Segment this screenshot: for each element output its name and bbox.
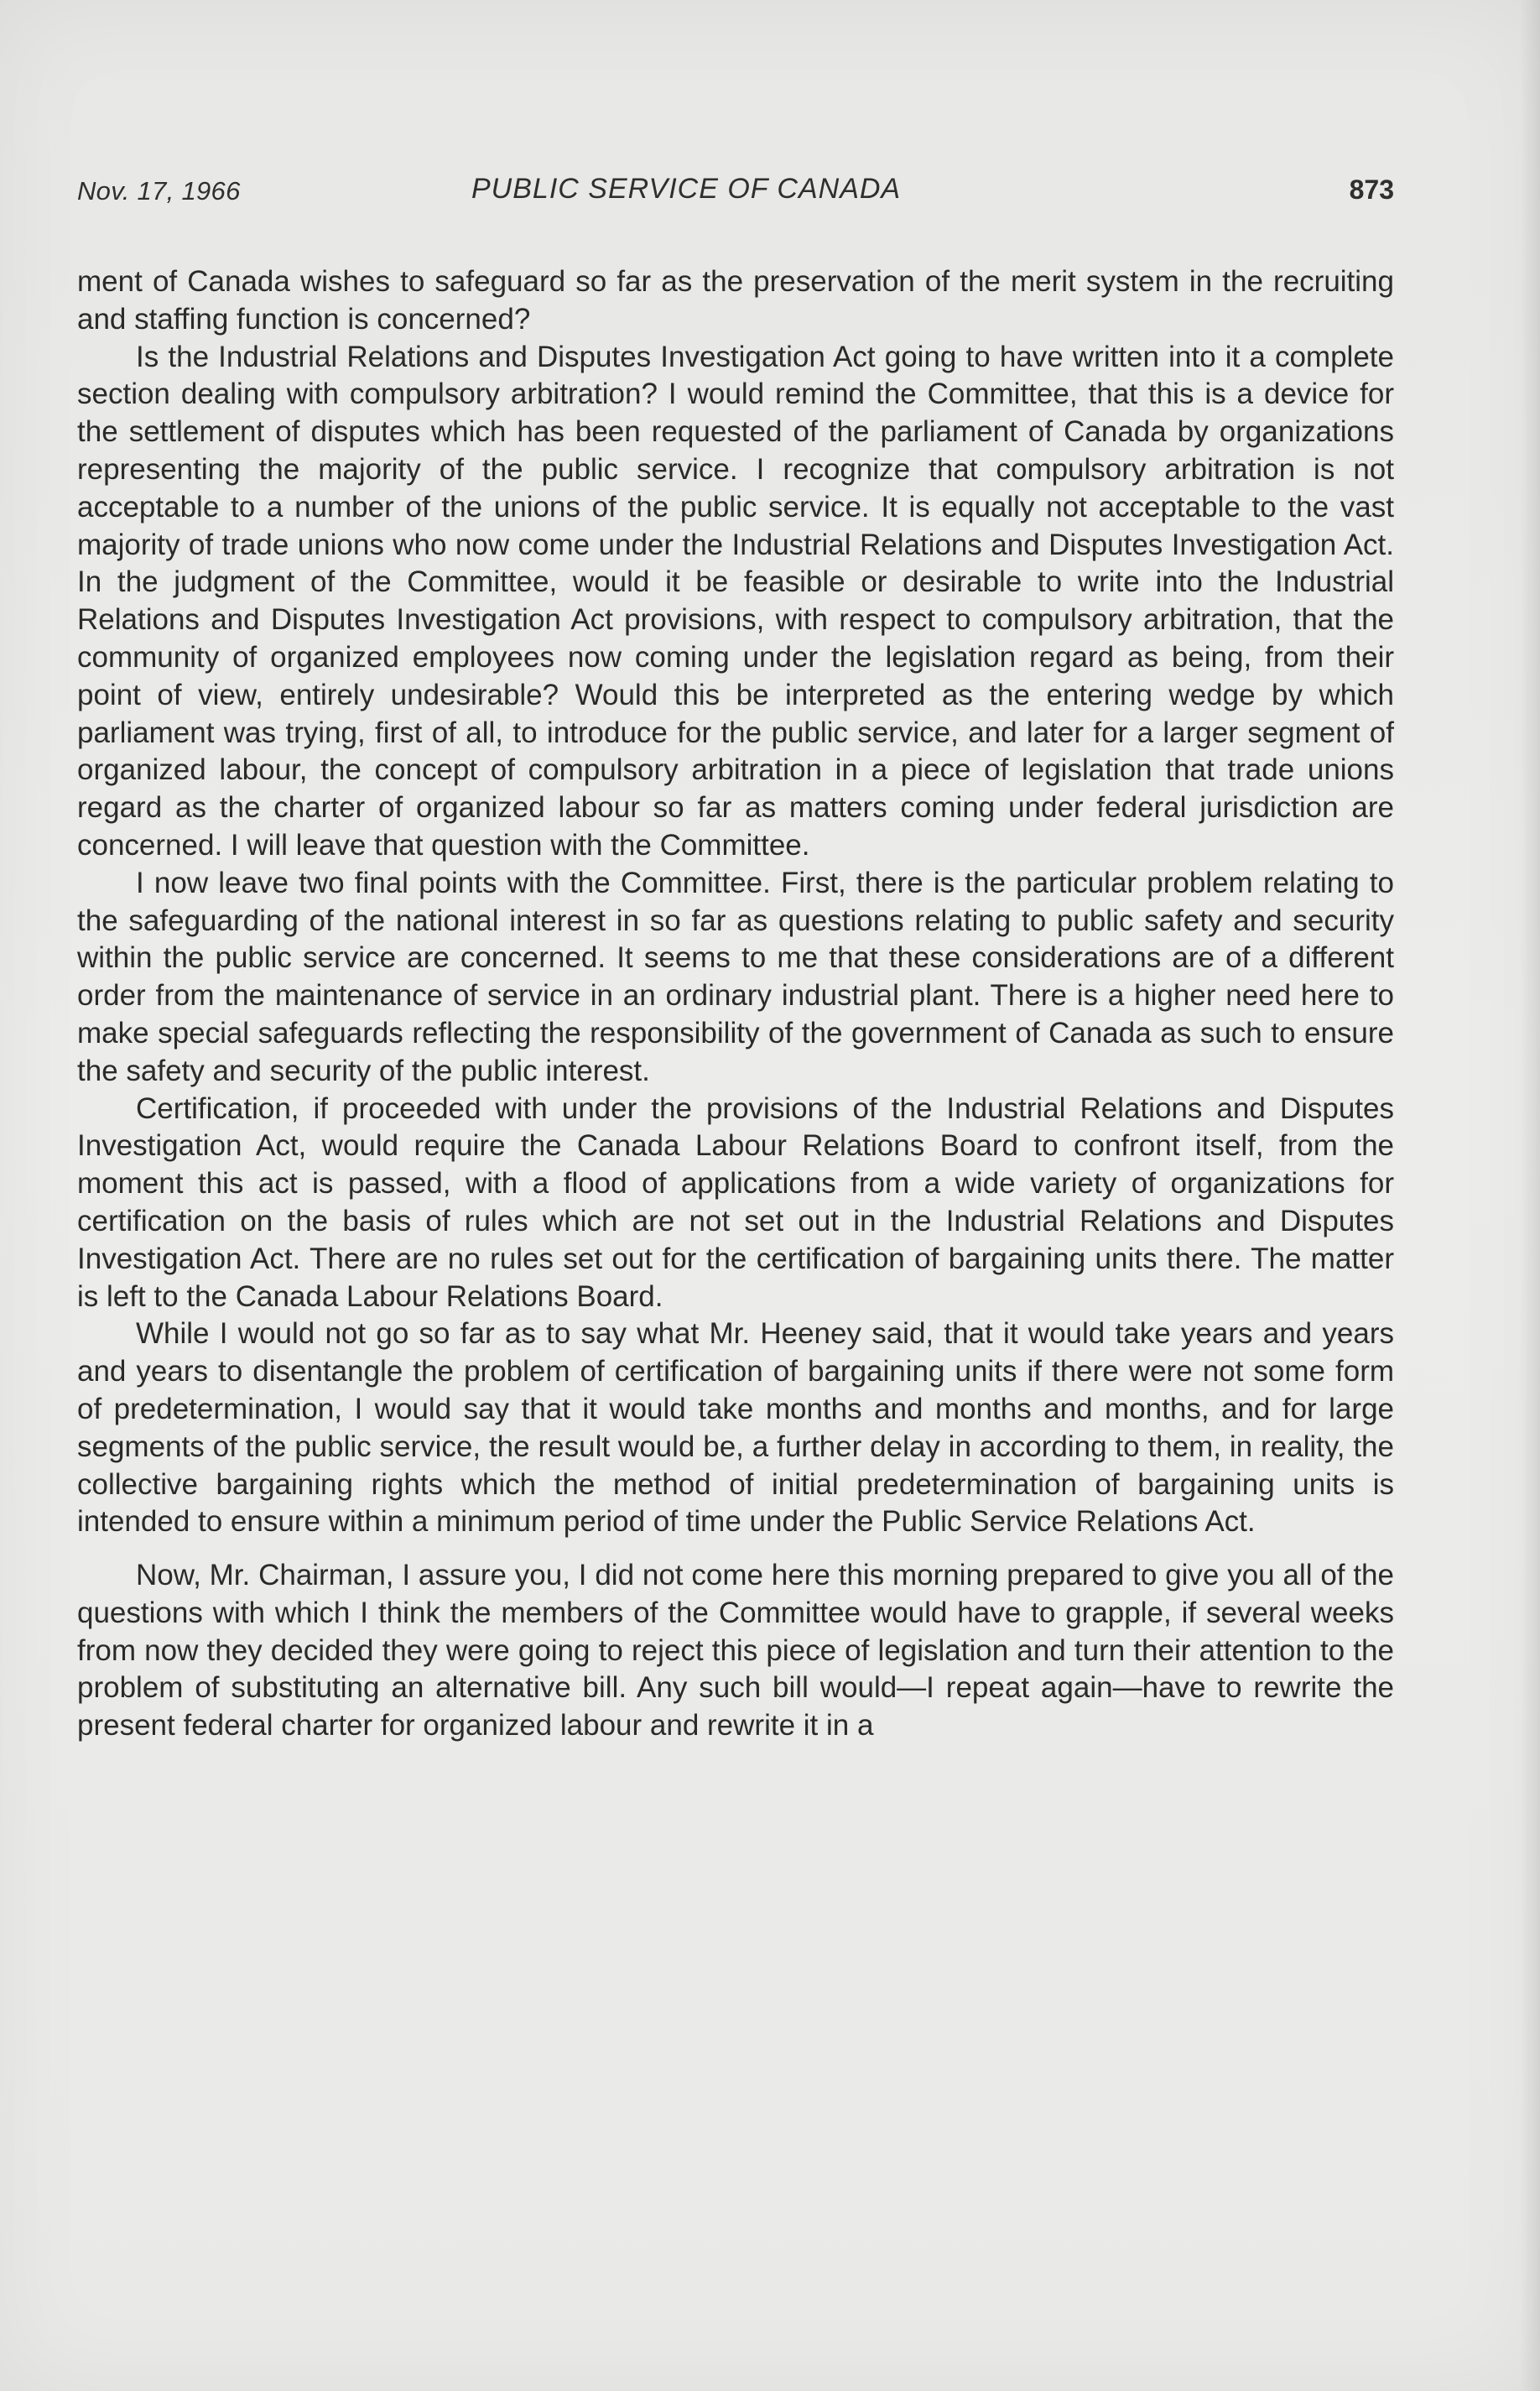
paragraph: While I would not go so far as to say what Mr. Heeney said, that it would take years and years and years to disentangle the problem of certification of bargaining units if there were not some form of predetermination, I would say that it would take months and months and months, and for large segments of the public service, the result would be, a further delay in according to them, in reality, the collective bargaining rights which the method of initial predetermination of bargaining units is intended to ensure within a minimum period of time under the Public Service Relations Act. [77, 1317, 1394, 1539]
paragraph: Is the Industrial Relations and Disputes Investigation Act going to have written into it a complete section dealing with compulsory arbitration? I would remind the Committee, that this is a device for the settlement of disputes which has been requested of the parliament of Canada by organizations representing the majority of the public service. I recognize that compulsory arbitration is not acceptable to a number of the unions of the public service. It is equally not acceptable to the vast majority of trade unions who now come under the Industrial Relations and Disputes Investigation Act. In the judgment of the Committee, would it be feasible or desirable to write into the Industrial Relations and Disputes Investigation Act provisions, with respect to compulsory arbitration, that the community of organized employees now coming under the legislation regard as being, from their point of view, entirely undesirable? Would this be interpreted as the entering wedge by which parliament was trying, first of all, to introduce for the public service, and later for a larger segment of organized labour, the concept of compulsory arbitration in a piece of legislation that trade unions regard as the charter of organized labour so far as matters coming under federal jurisdiction are concerned. I will leave that question with the Committee. [77, 340, 1394, 862]
header-date: Nov. 17, 1966 [77, 176, 241, 206]
header-title: PUBLIC SERVICE OF CANADA [471, 173, 902, 205]
paragraph-continued: ment of Canada wishes to safeguard so far as the preservation of the merit system in the recruiting and staffing function is concerned? [77, 265, 1394, 336]
body-text [77, 263, 1394, 1745]
paragraph: Now, Mr. Chairman, I assure you, I did not come here this morning prepared to give you all of the questions with which I think the members of the Committee would have to grapple, if several weeks from now they decided they were going to reject this piece of legislation and turn their attention to the problem of substituting an alternative bill. Any such bill would—I repeat again—have to rewrite the present federal charter for organized labour and rewrite it in a [77, 1559, 1394, 1742]
page-content [77, 173, 1394, 1745]
running-header [77, 173, 1394, 223]
paragraph: Certification, if proceeded with under the provisions of the Industrial Relations and Disputes Investigation Act, would require the Canada Labour Relations Board to confront itself, from the moment this act is passed, with a flood of applications from a wide variety of organizations for certification on the basis of rules which are not set out in the Industrial Relations and Disputes Investigation Act. There are no rules set out for the certification of bargaining units there. The matter is left to the Canada Labour Relations Board. [77, 1091, 1394, 1313]
page-number: 873 [1349, 175, 1394, 205]
page-edge-shadow [1520, 0, 1540, 2391]
paragraph: I now leave two final points with the Committee. First, there is the particular problem relating to the safeguarding of the national interest in so far as questions relating to public safety and security within the public service are concerned. It seems to me that these considerations are of a different order from the maintenance of service in an ordinary industrial plant. There is a higher need here to make special safeguards reflecting the responsibility of the government of Canada as such to ensure the safety and security of the public interest. [77, 866, 1394, 1087]
